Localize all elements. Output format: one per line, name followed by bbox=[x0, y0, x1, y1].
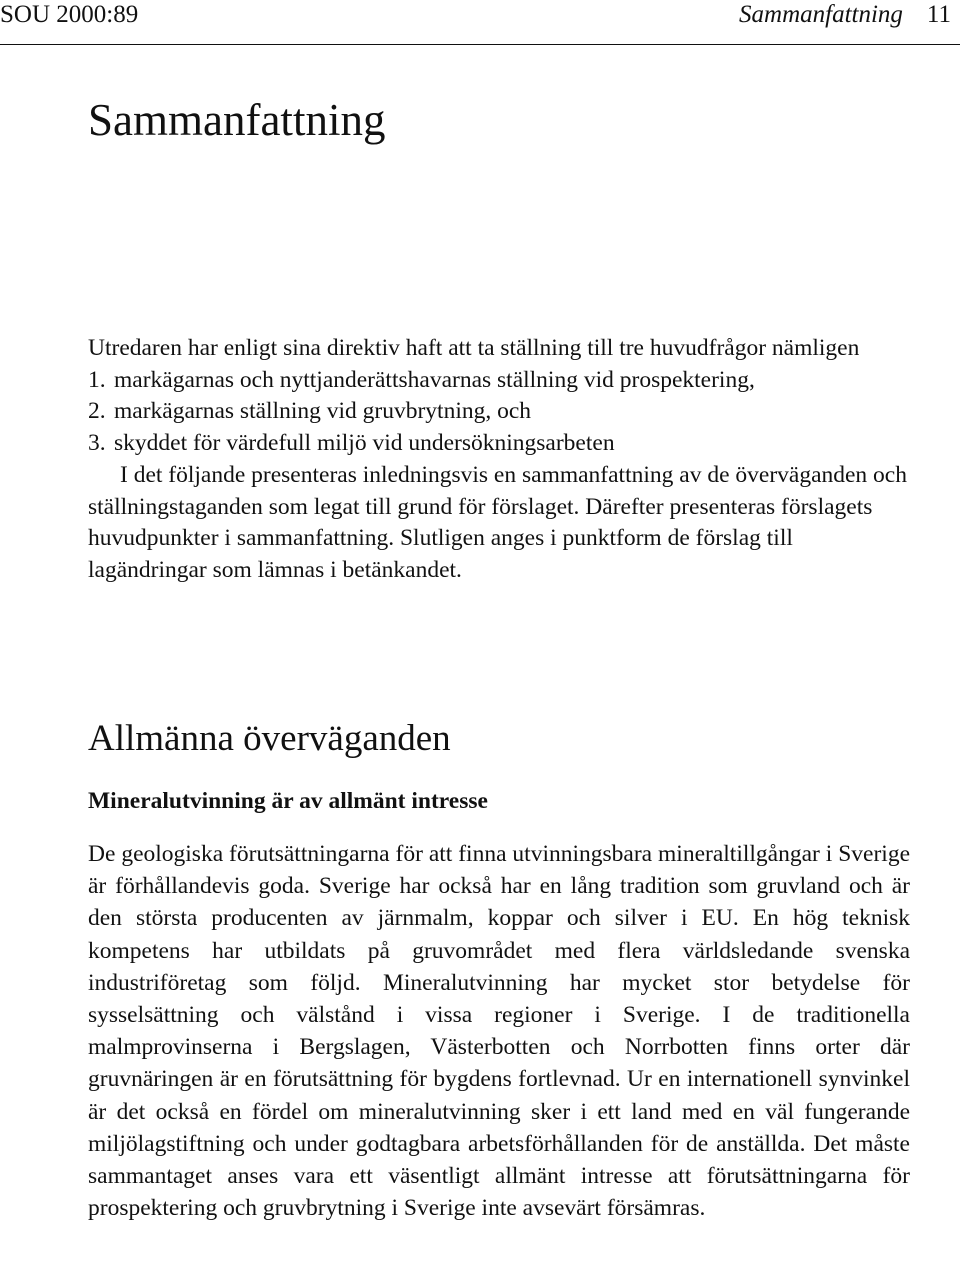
list-number: 1. bbox=[88, 366, 106, 393]
subsection-heading: Mineralutvinning är av allmänt intresse bbox=[88, 788, 488, 814]
intro-section bbox=[88, 333, 908, 587]
list-item-text: markägarnas ställning vid gruvbrytning, och bbox=[114, 398, 532, 425]
intro-lead: Utredaren har enligt sina direktiv haft att ta ställning till tre huvudfrågor nämligen bbox=[88, 335, 860, 361]
running-head bbox=[0, 0, 960, 46]
running-section-title: Sammanfattning bbox=[739, 1, 903, 28]
list-item bbox=[88, 396, 908, 428]
section-heading: Allmänna överväganden bbox=[88, 718, 451, 759]
header-rule bbox=[0, 44, 960, 45]
document-reference: SOU 2000:89 bbox=[0, 1, 139, 28]
list-number: 2. bbox=[88, 398, 106, 425]
list-number: 3. bbox=[88, 430, 106, 457]
page-title: Sammanfattning bbox=[88, 95, 386, 145]
intro-followup: I det följande presenteras inledningsvis en sammanfattning av de överväganden och ställningstaganden som legat till grund för förslaget. Därefter presenteras förslagets huvudpunkter i sammanfattning. Slutligen anges i punktform de förslag till lagändringar som lämnas i betänkandet. bbox=[88, 461, 907, 583]
list-item-text: markägarnas och nyttjanderättshavarnas ställning vid prospektering, bbox=[114, 366, 755, 393]
running-head-right bbox=[739, 0, 951, 30]
list-item bbox=[88, 365, 908, 397]
body-paragraph: De geologiska förutsättningarna för att finna utvinningsbara mineraltillgångar i Sverige är förhållandevis goda. Sverige har också har en lång tradition som gruvland och är den största producenten av järnmalm, koppar och silver i EU. En hög teknisk kompetens har utbildats på gruvområdet med flera världsledande svenska industriföretag som följd. Mineralutvinning har mycket stor betydelse för sysselsättning och välstånd i vissa regioner i Sverige. I de traditionella malmprovinserna i Bergslagen, Västerbotten och Norrbotten finns orter där gruvnäringen är en förutsättning för bygdens fortlevnad. Ur en internationell synvinkel är det också en fördel om mineralutvinning sker i ett land med en väl fungerande miljölagstiftning och under godtagbara arbetsförhållanden för de anställda. Det måste sammantaget anses vara ett väsentligt allmänt intresse att förutsättningarna för prospektering och gruvbrytning i Sverige inte avsevärt försämras. bbox=[88, 841, 910, 1222]
list-item bbox=[88, 428, 908, 460]
list-item-text: skyddet för värdefull miljö vid undersökningsarbeten bbox=[114, 430, 615, 457]
question-list bbox=[88, 365, 908, 460]
page-number: 11 bbox=[926, 1, 951, 28]
